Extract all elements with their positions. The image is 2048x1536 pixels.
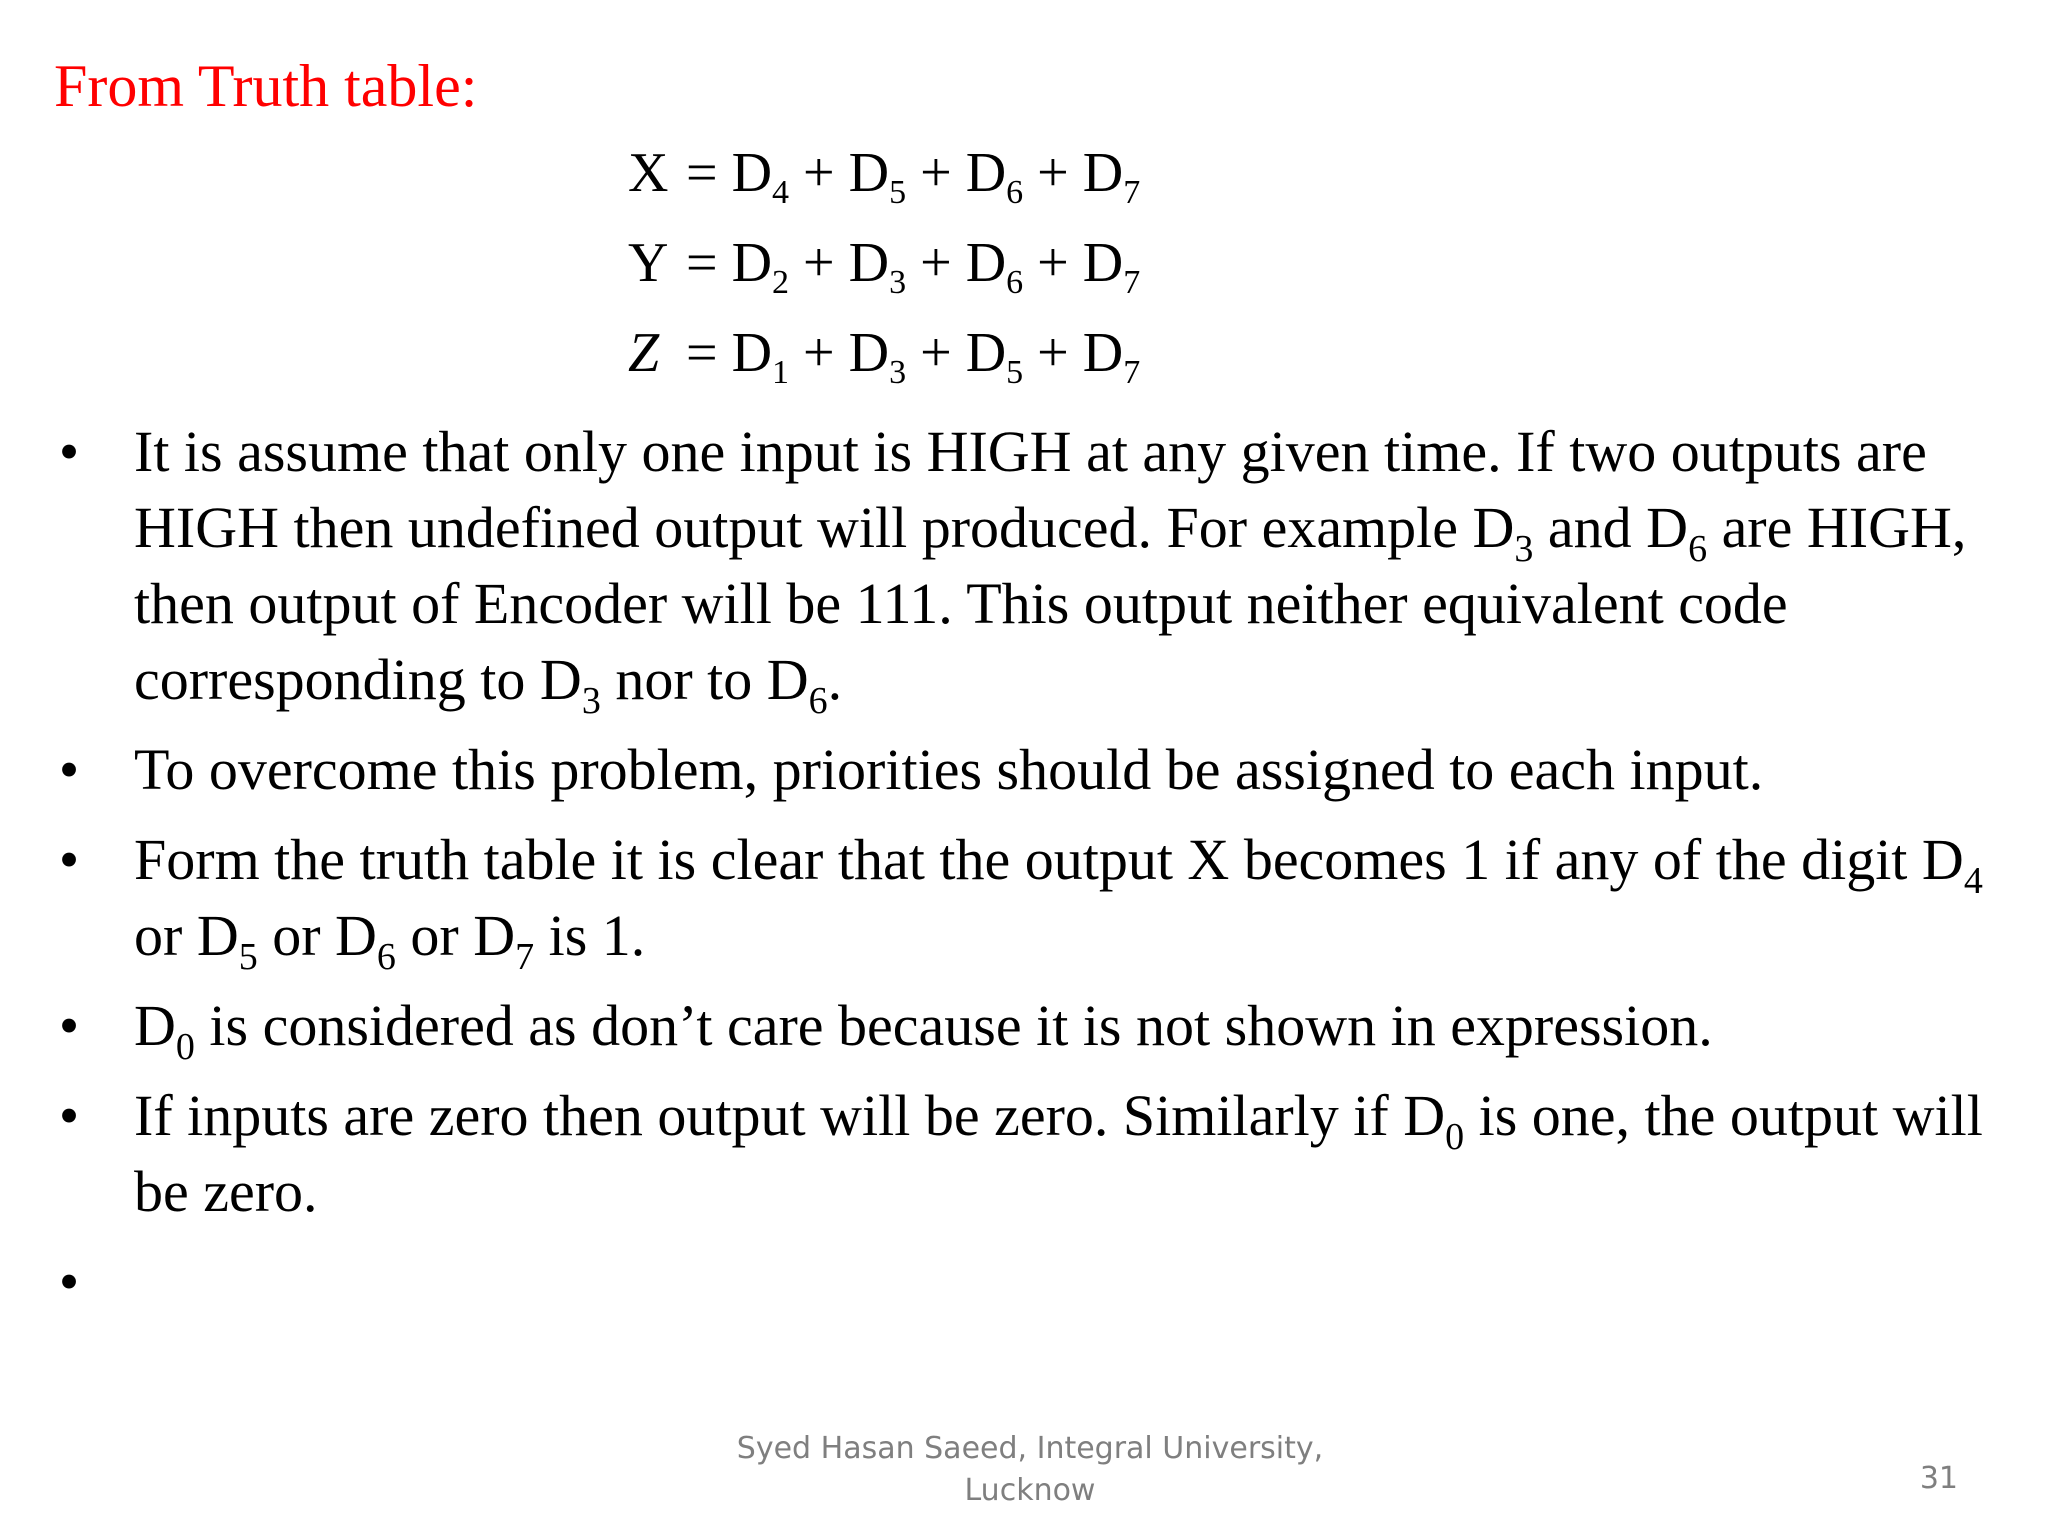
equals-sign: = [686, 232, 718, 294]
term-subscript: 7 [1123, 354, 1141, 391]
equation-lhs: X [628, 142, 669, 204]
slide-heading: From Truth table: [54, 53, 478, 119]
term-base: D [731, 322, 773, 384]
bullet-text: or D [395, 903, 516, 968]
term-base: D [965, 232, 1007, 294]
footer-author-line: Syed Hasan Saeed, Integral University, [736, 1431, 1324, 1466]
bullet-text: is 1. [534, 903, 646, 968]
bullet-text: . [827, 647, 843, 712]
bullet-marker: • [58, 827, 80, 892]
term-base: D [848, 322, 890, 384]
subscript: 0 [1445, 1116, 1465, 1158]
bullet-text: is one, the output will be zero. [134, 1083, 1983, 1224]
term-subscript: 6 [1006, 264, 1024, 301]
plus-sign: + [803, 232, 835, 294]
bullet-text: or D [257, 903, 377, 968]
term-subscript: 3 [889, 354, 907, 391]
subscript: 7 [515, 936, 535, 978]
subscript: 6 [1688, 528, 1708, 570]
bullet-item-priorities [54, 732, 2004, 808]
equation-lhs: Y [628, 232, 669, 294]
term-subscript: 7 [1123, 174, 1141, 211]
subscript: 6 [376, 936, 396, 978]
term-subscript: 7 [1123, 264, 1141, 301]
plus-sign: + [920, 232, 952, 294]
bullet-marker: • [58, 419, 80, 484]
subscript: 3 [581, 680, 601, 722]
term-subscript: 6 [1006, 174, 1024, 211]
equals-sign: = [686, 142, 718, 204]
plus-sign: + [803, 142, 835, 204]
plus-sign: + [920, 322, 952, 384]
slide-footer [730, 1428, 1330, 1512]
bullet-marker: • [58, 1249, 80, 1314]
term-base: D [848, 142, 890, 204]
term-base: D [1082, 232, 1124, 294]
bullet-item-single-input [54, 414, 2004, 722]
subscript: 3 [1514, 528, 1534, 570]
bullet-text: D [134, 993, 176, 1058]
bullet-text: and D [1533, 495, 1689, 560]
term-subscript: 5 [889, 174, 907, 211]
bullet-text: is considered as don’t care because it is not shown in expression. [194, 993, 1713, 1058]
bullet-marker: • [58, 737, 80, 802]
term-subscript: 3 [889, 264, 907, 301]
equation-lhs: Z [628, 322, 660, 384]
page-number: 31 [1919, 1461, 1958, 1496]
term-base: D [1082, 322, 1124, 384]
subscript: 6 [808, 680, 828, 722]
term-base: D [965, 142, 1007, 204]
term-base: D [1082, 142, 1124, 204]
plus-sign: + [1037, 142, 1069, 204]
bullet-text: It is assume that only one input is HIGH at any given time. If two outputs are HIGH then undefined output will produced. For example D [134, 419, 1927, 560]
term-base: D [848, 232, 890, 294]
subscript: 4 [1963, 860, 1983, 902]
term-base: D [731, 232, 773, 294]
bullet-list [54, 414, 2004, 1334]
bullet-text: are HIGH, then output of Encoder will be 111. This output neither equivalent code corresponding to D [134, 495, 1967, 712]
bullet-marker: • [58, 993, 80, 1058]
term-subscript: 5 [1006, 354, 1024, 391]
plus-sign: + [1037, 322, 1069, 384]
term-subscript: 1 [772, 354, 790, 391]
bullet-text: nor to D [600, 647, 809, 712]
term-subscript: 4 [772, 174, 790, 211]
plus-sign: + [803, 322, 835, 384]
bullet-marker: • [58, 1083, 80, 1148]
bullet-item-output-x [54, 822, 2004, 978]
term-base: D [731, 142, 773, 204]
equation-z [628, 318, 1140, 408]
equation-block [628, 138, 1140, 408]
plus-sign: + [1037, 232, 1069, 294]
subscript: 5 [238, 936, 258, 978]
term-subscript: 2 [772, 264, 790, 301]
term-base: D [965, 322, 1007, 384]
equals-sign: = [686, 322, 718, 384]
bullet-text: If inputs are zero then output will be zero. Similarly if D [134, 1083, 1446, 1148]
equation-x [628, 138, 1140, 228]
bullet-text: Form the truth table it is clear that the output X becomes 1 if any of the digit D [134, 827, 1964, 892]
footer-location-line: Lucknow [964, 1473, 1096, 1508]
bullet-item-dont-care [54, 988, 2004, 1068]
bullet-item-empty [54, 1244, 2004, 1320]
equation-y [628, 228, 1140, 318]
subscript: 0 [175, 1026, 195, 1068]
bullet-text: or D [134, 903, 239, 968]
bullet-text: To overcome this problem, priorities should be assigned to each input. [134, 737, 1764, 802]
bullet-item-zero-inputs [54, 1078, 2004, 1230]
plus-sign: + [920, 142, 952, 204]
